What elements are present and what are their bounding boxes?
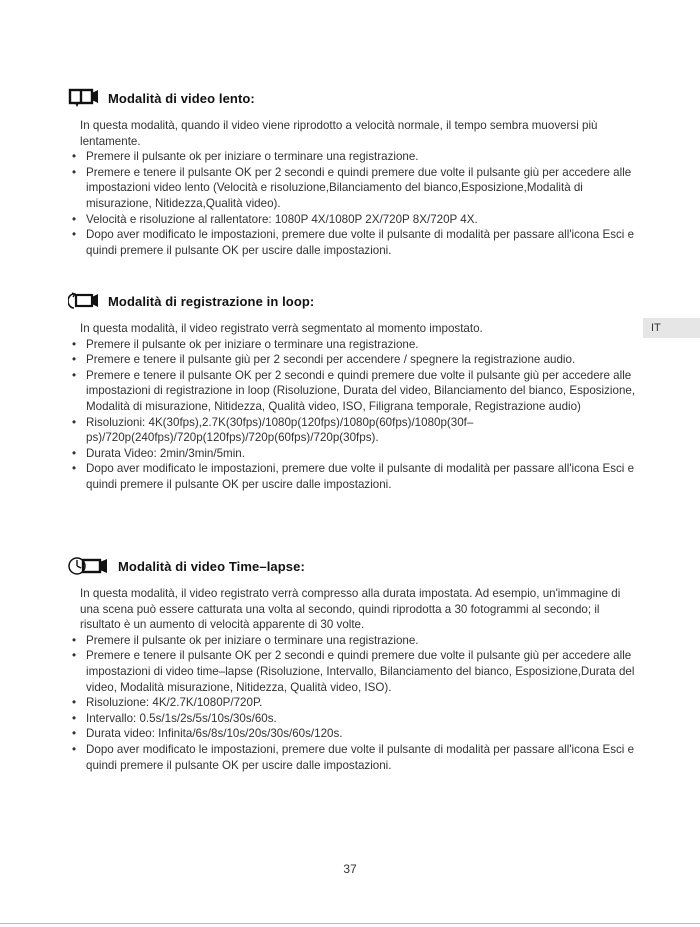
list-item: • Premere e tenere il pulsante OK per 2 secondi e quindi premere due volte il pulsante giù per accedere alle impostazioni video lento (Velocità e risoluzione,Bilanciamento del bianco,Esposizione,Modalità di misurazione, Nitidezza,Qualità video). (72, 165, 632, 210)
list-item: • Premere il pulsante ok per iniziare o terminare una registrazione. (72, 337, 419, 351)
list-item: • Dopo aver modificato le impostazioni, premere due volte il pulsante di modalità per passare all'icona Esci e quindi premere il pulsante OK per uscire dalle impostazioni. (72, 742, 635, 772)
section-heading (68, 88, 642, 108)
list-item: • Intervallo: 0.5s/1s/2s/5s/10s/30s/60s. (72, 711, 277, 725)
list-item: • Premere e tenere il pulsante giù per 2 secondi per accendere / spegnere la registrazione audio. (72, 353, 576, 367)
list-item: • Premere e tenere il pulsante OK per 2 secondi e quindi premere due volte il pulsante giù per accedere alle impostazioni di video time–lapse (Risoluzione, Intervallo, Bilanciamento del bianco, Esposizione,Durata del video, Modalità misurazione, Nitidezza, Qualità video, ISO). (72, 649, 635, 694)
section-slow-motion (62, 88, 642, 258)
list-item: • Premere il pulsante ok per iniziare o terminare una registrazione. (72, 150, 419, 164)
loop-recording-icon (68, 291, 102, 311)
section-intro: In questa modalità, il video registrato verrà segmentato al momento impostato. (80, 322, 483, 335)
list-item: • Premere il pulsante ok per iniziare o terminare una registrazione. (72, 633, 419, 647)
section-title: Modalità di video lento: (108, 90, 255, 106)
section-heading (68, 291, 642, 311)
list-item: • Durata video: Infinita/6s/8s/10s/20s/30s/60s/120s. (72, 727, 343, 741)
time-lapse-video-icon (68, 556, 112, 576)
list-item: • Risoluzioni: 4K(30fps),2.7K(30fps)/1080p(120fps)/1080p(60fps)/1080p(30f–ps)/720p(240fps)/720p(120fps)/720p(60fps)/720p(30fps). (72, 415, 474, 445)
list-item: • Dopo aver modificato le impostazioni, premere due volte il pulsante di modalità per passare all'icona Esci e quindi premere il pulsante OK per uscire dalle impostazioni. (72, 228, 635, 257)
language-tab: IT (643, 318, 700, 338)
section-heading (68, 556, 642, 576)
list-item: • Premere e tenere il pulsante OK per 2 secondi e quindi premere due volte il pulsante giù per accedere alle impostazioni di registrazione in loop (Risoluzione, Durata del video, Bilanciamento del bianco, Esposizione, Modalità di misurazione, Nitidezza, Qualità video, ISO, Filigrana temporale, Registrazione audio) (72, 368, 636, 413)
list-item: • Velocità e risoluzione al rallentatore: 1080P 4X/1080P 2X/720P 8X/720P 4X. (72, 212, 478, 226)
list-item: • Risoluzione: 4K/2.7K/1080P/720P. (72, 696, 263, 710)
footer-divider (0, 923, 700, 924)
section-loop-recording (62, 291, 642, 493)
page-number: 37 (343, 862, 357, 876)
list-item: • Durata Video: 2min/3min/5min. (72, 446, 245, 460)
section-time-lapse (62, 556, 642, 773)
section-title: Modalità di registrazione in loop: (108, 293, 315, 309)
section-title: Modalità di video Time–lapse: (118, 558, 305, 574)
list-item: • Dopo aver modificato le impostazioni, premere due volte il pulsante di modalità per passare all'icona Esci e quindi premere il pulsante OK per uscire dalle impostazioni. (72, 462, 635, 491)
section-intro: In questa modalità, quando il video viene riprodotto a velocità normale, il tempo sembra muoversi più lentamente. (80, 119, 598, 148)
slow-motion-video-icon (68, 88, 102, 108)
section-intro: In questa modalità, il video registrato verrà compresso alla durata impostata. Ad esempio, un'immagine di una scena può essere catturata una volta al secondo, quindi riprodotta a 30 fotogrammi al secondo; il risultato è un aumento di velocità apparente di 30 volte. (80, 587, 621, 632)
